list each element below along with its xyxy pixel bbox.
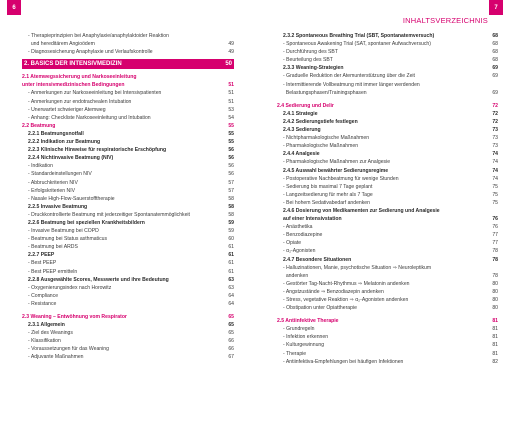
toc-entry-title: - Anmerkungen zur Narkoseeinleitung bei Intensivpatienten bbox=[28, 89, 224, 97]
toc-page-number: 72 bbox=[492, 118, 498, 125]
toc-item[interactable] bbox=[277, 350, 498, 358]
toc-subsection[interactable] bbox=[22, 219, 234, 227]
toc-item[interactable] bbox=[277, 72, 498, 80]
toc-item[interactable] bbox=[22, 227, 234, 235]
toc-page-number: 80 bbox=[492, 288, 498, 295]
toc-page-number: 49 bbox=[228, 49, 234, 56]
toc-item[interactable] bbox=[22, 162, 234, 170]
toc-entry-title: - Beatmung bei ARDS bbox=[28, 243, 224, 251]
toc-entry-title: - Best PEEP ermitteln bbox=[28, 268, 224, 276]
toc-item[interactable] bbox=[22, 300, 234, 308]
toc-subsection[interactable] bbox=[22, 276, 234, 284]
toc-page-number: 65 bbox=[228, 330, 234, 337]
toc-item-continued[interactable] bbox=[22, 40, 234, 48]
toc-item[interactable] bbox=[277, 56, 498, 64]
toc-entry-title: 2.4.6 Dosierung von Medikamenten zur Sedierung und Analgesie bbox=[283, 207, 440, 214]
toc-page-number: 74 bbox=[492, 159, 498, 166]
toc-subsection[interactable] bbox=[277, 126, 498, 134]
toc-subsection[interactable] bbox=[22, 130, 234, 138]
toc-item[interactable] bbox=[277, 48, 498, 56]
toc-page-number: 51 bbox=[228, 90, 234, 97]
toc-page-number: 75 bbox=[492, 183, 498, 190]
toc-page-number: 55 bbox=[228, 130, 234, 137]
toc-item[interactable] bbox=[22, 259, 234, 267]
toc-page-number: 53 bbox=[228, 106, 234, 113]
toc-item[interactable] bbox=[277, 191, 498, 199]
toc-entry-title: - Infektion erkennen bbox=[283, 333, 488, 341]
toc-item[interactable] bbox=[22, 211, 234, 219]
toc-entry-title: - Anmerkungen zur endotrachealen Intubation bbox=[28, 98, 224, 106]
toc-item[interactable] bbox=[277, 134, 498, 142]
toc-page-number: 73 bbox=[492, 143, 498, 150]
toc-item[interactable] bbox=[277, 304, 498, 312]
toc-entry-title: 2.4.2 Sedierungstiefe festlegen bbox=[283, 118, 358, 125]
toc-entry-title: 2.2 Beatmung bbox=[22, 122, 56, 129]
toc-section-heading[interactable] bbox=[277, 102, 498, 110]
toc-page-number: 78 bbox=[492, 248, 498, 255]
toc-page-number: 80 bbox=[492, 297, 498, 303]
toc-page-number: 64 bbox=[228, 300, 234, 307]
toc-page-number: 59 bbox=[228, 219, 234, 226]
toc-page-number: 73 bbox=[492, 135, 498, 142]
toc-item[interactable] bbox=[277, 239, 498, 247]
toc-page-number: 68 bbox=[492, 57, 498, 64]
toc-item[interactable] bbox=[22, 284, 234, 292]
toc-entry-title: - Nichtpharmakologische Maßnahmen bbox=[283, 134, 488, 142]
toc-entry-title: - Erfolgskriterien NIV bbox=[28, 187, 224, 195]
toc-item[interactable] bbox=[22, 179, 234, 187]
toc-page-number: 82 bbox=[492, 358, 498, 365]
toc-item[interactable] bbox=[22, 337, 234, 345]
toc-entry-title: 2.2.2 Indikation zur Beatmung bbox=[28, 139, 101, 146]
toc-entry-title: 2. BASICS DER INTENSIVMEDIZIN bbox=[24, 61, 122, 68]
toc-entry-title: - Halluzinationen, Manie, psychotische Situation ⇒ Neuroleptikum bbox=[283, 264, 494, 272]
toc-entry-title: - Pharmakologische Maßnahmen bbox=[283, 142, 488, 150]
toc-page-number: 80 bbox=[492, 305, 498, 312]
toc-page-number: 76 bbox=[492, 216, 498, 223]
toc-page-number: 81 bbox=[492, 334, 498, 341]
toc-entry-title: - Sedierung bis maximal 7 Tage geplant bbox=[283, 183, 488, 191]
toc-page-number: 56 bbox=[228, 171, 234, 178]
toc-entry-title: unter intensivmedizinischen Bedingungen bbox=[22, 82, 125, 89]
toc-item[interactable] bbox=[277, 288, 498, 296]
toc-page-number: 74 bbox=[492, 167, 498, 174]
toc-page-number: 76 bbox=[492, 224, 498, 231]
toc-item[interactable] bbox=[277, 341, 498, 349]
toc-entry-title: - Gestörter Tag-Nacht-Rhythmus ⇒ Melatonin andenken bbox=[283, 280, 488, 288]
toc-entry-title: - Obstipation unter Opiattherapie bbox=[283, 304, 488, 312]
toc-entry-title: - Bei hohem Sedativabedarf andenken bbox=[283, 199, 488, 207]
toc-entry-title: und hereditärem Angioödem bbox=[30, 41, 95, 48]
toc-page-number bbox=[494, 207, 498, 215]
toc-page-number: 58 bbox=[228, 203, 234, 210]
toc-page-number: 54 bbox=[228, 114, 234, 121]
toc-item[interactable] bbox=[22, 106, 234, 114]
toc-subsection[interactable] bbox=[277, 256, 498, 264]
toc-page-number: 72 bbox=[492, 110, 498, 117]
toc-entry-title: - Kulturgewinnung bbox=[283, 341, 488, 349]
toc-entry-title: - Klassifikation bbox=[28, 337, 224, 345]
toc-page-number: 55 bbox=[228, 139, 234, 146]
toc-item[interactable] bbox=[277, 81, 498, 89]
toc-page-number: 66 bbox=[228, 338, 234, 345]
toc-page-number: 75 bbox=[492, 191, 498, 198]
toc-entry-title: 2.2.5 Invasive Beatmung bbox=[28, 203, 88, 210]
toc-item[interactable] bbox=[277, 247, 498, 255]
toc-item[interactable] bbox=[277, 296, 498, 304]
toc-page-number bbox=[230, 73, 234, 81]
toc-subsection[interactable] bbox=[277, 118, 498, 126]
toc-item[interactable] bbox=[22, 98, 234, 106]
toc-entry-title: - Durchführung des SBT bbox=[283, 48, 488, 56]
toc-item[interactable] bbox=[22, 32, 234, 40]
toc-item[interactable] bbox=[22, 114, 234, 122]
toc-page-number: 50 bbox=[225, 61, 232, 68]
toc-page-number: 81 bbox=[492, 350, 498, 357]
toc-entry-title: 2.3.2 Spontaneous Breathing Trial (SBT, Spontanatemversuch) bbox=[283, 33, 435, 39]
toc-page-number: 67 bbox=[228, 354, 234, 361]
toc-page-number: 72 bbox=[492, 102, 498, 109]
toc-entry-title: - Oxygenierungsindex nach Horowitz bbox=[28, 284, 224, 292]
page-number: 6 bbox=[7, 0, 21, 15]
toc-page-number: 81 bbox=[492, 318, 498, 325]
toc-subsection[interactable] bbox=[22, 146, 234, 154]
toc-item[interactable] bbox=[277, 40, 498, 48]
toc-page-number bbox=[494, 81, 498, 89]
toc-entry-title: - Pharmakologische Maßnahmen zur Analgesie bbox=[283, 158, 488, 166]
toc-page-number bbox=[494, 264, 498, 272]
toc-subsection[interactable] bbox=[277, 167, 498, 175]
toc-entry-title: - Beatmung bei Status asthmaticus bbox=[28, 235, 224, 243]
toc-subsection[interactable] bbox=[22, 321, 234, 329]
toc-entry-title: 2.2.4 Nichtinvasive Beatmung (NIV) bbox=[28, 155, 114, 162]
toc-entry-title: - Therapieprinzipien bei Anaphylaxie/anaphylaktoider Reaktion bbox=[28, 32, 230, 40]
toc-item[interactable] bbox=[277, 333, 498, 341]
toc-page-number: 55 bbox=[228, 122, 234, 129]
toc-entry-title: - Unerwartet schwieriger Atemweg bbox=[28, 106, 224, 114]
running-head: INHALTSVERZEICHNIS bbox=[402, 16, 488, 25]
toc-page-number: 81 bbox=[492, 342, 498, 349]
toc-page-number: 69 bbox=[492, 73, 498, 80]
toc-page-number: 49 bbox=[228, 41, 234, 48]
toc-entry-title: 2.2.1 Beatmungsnotfall bbox=[28, 130, 84, 137]
toc-page-number: 61 bbox=[228, 252, 234, 259]
toc-entry-title: 2.3.3 Weaning-Strategien bbox=[283, 65, 344, 72]
toc-page-number: 61 bbox=[228, 260, 234, 267]
toc-item-continued[interactable] bbox=[277, 89, 498, 97]
toc-entry-title: 2.3.1 Allgemein bbox=[28, 322, 65, 329]
toc-entry-title: 2.4.1 Strategie bbox=[283, 110, 318, 117]
toc-subsection[interactable] bbox=[277, 150, 498, 158]
toc-entry-title: - Compliance bbox=[28, 292, 224, 300]
toc-entry-title: - Intermittierende Vollbeatmung mit immer länger werdenden bbox=[283, 81, 494, 89]
toc-page-number: 74 bbox=[492, 175, 498, 182]
toc-page-number: 68 bbox=[492, 33, 498, 39]
toc-page-number: 58 bbox=[228, 211, 234, 218]
toc-entry-title: - Ziel des Weanings bbox=[28, 329, 224, 337]
toc-item[interactable] bbox=[277, 223, 498, 231]
toc-page-number: 58 bbox=[228, 195, 234, 202]
toc-section-heading-continued[interactable] bbox=[22, 81, 234, 89]
toc-entry-title: - Adjuvante Maßnahmen bbox=[28, 353, 224, 361]
toc-item[interactable] bbox=[22, 89, 234, 97]
right-page bbox=[255, 0, 510, 437]
toc-item[interactable] bbox=[22, 329, 234, 337]
toc-entry-title: 2.4.7 Besondere Situationen bbox=[283, 256, 352, 263]
toc-entry-title: - Benzodiazepine bbox=[283, 231, 488, 239]
toc-page-number: 56 bbox=[228, 155, 234, 162]
toc-entry-title: 2.5 Antiinfektive Therapie bbox=[277, 318, 339, 325]
toc-entry-title: - Anästhetika bbox=[283, 223, 488, 231]
toc-subsection[interactable] bbox=[277, 32, 498, 40]
toc-item[interactable] bbox=[277, 158, 498, 166]
toc-entry-title: - Spontaneous Awakening Trial (SAT, spontaner Aufwachversuch) bbox=[283, 40, 488, 48]
toc-page-number: 65 bbox=[228, 314, 234, 320]
toc-page-number: 68 bbox=[492, 49, 498, 56]
toc-subsection[interactable] bbox=[22, 251, 234, 259]
toc-page-number: 56 bbox=[228, 147, 234, 154]
toc-entry-title: 2.2.8 Ausgewählte Scores, Messwerte und ihre Bedeutung bbox=[28, 276, 169, 283]
toc-page-number: 57 bbox=[228, 179, 234, 186]
toc-section-heading[interactable] bbox=[277, 317, 498, 325]
toc-page-number bbox=[230, 32, 234, 40]
toc-entry-title: - Opiate bbox=[283, 239, 488, 247]
toc-entry-title: - Therapie bbox=[283, 350, 488, 358]
toc-page-number: 61 bbox=[228, 244, 234, 251]
toc-entry-title: - Standardeinstellungen NIV bbox=[28, 170, 224, 178]
toc-page-number: 78 bbox=[492, 256, 498, 263]
toc-entry-title: 2.4.3 Sedierung bbox=[283, 127, 321, 134]
toc-item[interactable] bbox=[22, 170, 234, 178]
toc-page-number: 81 bbox=[492, 326, 498, 333]
toc-page-number: 63 bbox=[228, 276, 234, 283]
toc-item[interactable] bbox=[22, 292, 234, 300]
toc-item[interactable] bbox=[277, 183, 498, 191]
toc-entry-title: auf einer Intensivstation bbox=[283, 216, 342, 223]
toc-entry-title: - Diagnosesicherung Anaphylaxie und Verlaufskontrolle bbox=[28, 48, 224, 56]
toc-page-number: 75 bbox=[492, 199, 498, 206]
toc-page-number: 57 bbox=[228, 187, 234, 194]
toc-entry-title: - Langzeitsedierung für mehr als 7 Tage bbox=[283, 191, 488, 199]
toc-subsection[interactable] bbox=[277, 207, 498, 215]
toc-item[interactable] bbox=[277, 142, 498, 150]
toc-entry-title: - Nasale High-Flow-Sauerstofftherapie bbox=[28, 195, 224, 203]
table-of-contents bbox=[277, 32, 498, 366]
toc-page-number: 59 bbox=[228, 228, 234, 235]
toc-page-number: 73 bbox=[492, 127, 498, 134]
toc-page-number: 61 bbox=[228, 268, 234, 275]
toc-entry-title: andenken bbox=[285, 272, 309, 279]
toc-item[interactable] bbox=[277, 358, 498, 366]
toc-entry-title: - α₂-Agonisten bbox=[283, 247, 488, 255]
toc-page-number: 74 bbox=[492, 151, 498, 158]
toc-subsection[interactable] bbox=[277, 110, 498, 118]
toc-entry-title: - Abbruchkriterien NIV bbox=[28, 179, 224, 187]
toc-entry-title: - Grundregeln bbox=[283, 325, 488, 333]
toc-page-number: 51 bbox=[228, 82, 234, 89]
toc-entry-title: - Graduelle Reduktion der Atemunterstützung über die Zeit bbox=[283, 72, 488, 80]
toc-entry-title: - Voraussetzungen für das Weaning bbox=[28, 345, 224, 353]
toc-entry-title: 2.2.6 Beatmung bei speziellen Krankheitsbildern bbox=[28, 219, 145, 226]
toc-page-number: 77 bbox=[492, 240, 498, 247]
toc-subsection[interactable] bbox=[22, 154, 234, 162]
toc-page-number: 78 bbox=[492, 272, 498, 279]
toc-item[interactable] bbox=[277, 325, 498, 333]
toc-entry-title: - Stress, vegetative Reaktion ⇒ α₂-Agonisten andenken bbox=[283, 296, 488, 304]
table-of-contents bbox=[22, 32, 234, 362]
toc-item-continued[interactable] bbox=[277, 272, 498, 280]
toc-item[interactable] bbox=[277, 199, 498, 207]
toc-entry-title: Belastungsphasen/Trainingsphasen bbox=[285, 89, 367, 96]
toc-entry-title: 2.3 Weaning – Entwöhnung vom Respirator bbox=[22, 314, 127, 320]
toc-entry-title: - Antiinfektiva-Empfehlungen bei häufigen Infektionen bbox=[283, 358, 488, 366]
toc-entry-title: - Anhang: Checkliste Narkoseeinleitung und Intubation bbox=[28, 114, 224, 122]
toc-item[interactable] bbox=[22, 235, 234, 243]
toc-subsection-continued[interactable] bbox=[277, 215, 498, 223]
toc-item[interactable] bbox=[22, 268, 234, 276]
toc-entry-title: - Druckkontrollierte Beatmung mit jederzeitiger Spontanatemmöglichkeit bbox=[28, 211, 224, 219]
toc-item[interactable] bbox=[277, 175, 498, 183]
toc-item[interactable] bbox=[277, 280, 498, 288]
toc-item[interactable] bbox=[22, 345, 234, 353]
toc-item[interactable] bbox=[22, 48, 234, 56]
toc-item[interactable] bbox=[22, 195, 234, 203]
toc-item[interactable] bbox=[277, 231, 498, 239]
toc-entry-title: 2.4.5 Auswahl bewährter Sedierungsregime bbox=[283, 167, 389, 174]
toc-subsection[interactable] bbox=[22, 203, 234, 211]
toc-entry-title: - Postoperative Nachbeatmung für wenige Stunden bbox=[283, 175, 488, 183]
toc-page-number: 80 bbox=[492, 280, 498, 287]
toc-subsection[interactable] bbox=[277, 64, 498, 72]
toc-page-number: 51 bbox=[228, 98, 234, 105]
toc-item[interactable] bbox=[22, 187, 234, 195]
toc-item[interactable] bbox=[22, 243, 234, 251]
toc-section-heading[interactable] bbox=[22, 313, 234, 321]
toc-section-heading[interactable] bbox=[22, 122, 234, 130]
toc-entry-title: 2.2.3 Klinische Hinweise für respiratorische Erschöpfung bbox=[28, 147, 167, 154]
toc-page-number: 69 bbox=[492, 65, 498, 72]
toc-entry-title: - Resistance bbox=[28, 300, 224, 308]
toc-page-number: 68 bbox=[492, 41, 498, 48]
toc-page-number: 77 bbox=[492, 232, 498, 239]
toc-entry-title: 2.1 Atemwegssicherung und Narkoseeinleitung bbox=[22, 74, 137, 81]
toc-entry-title: - Invasive Beatmung bei COPD bbox=[28, 227, 224, 235]
toc-entry-title: - Beurteilung des SBT bbox=[283, 56, 488, 64]
toc-chapter-heading[interactable] bbox=[22, 59, 234, 69]
toc-subsection[interactable] bbox=[22, 138, 234, 146]
toc-page-number: 60 bbox=[228, 236, 234, 243]
toc-entry-title: 2.4.4 Analgesie bbox=[283, 151, 320, 158]
toc-entry-title: - Best PEEP bbox=[28, 259, 224, 267]
toc-page-number: 66 bbox=[228, 346, 234, 353]
toc-entry-title: - Indikation bbox=[28, 162, 224, 170]
toc-page-number: 69 bbox=[492, 89, 498, 96]
toc-entry-title: 2.4 Sedierung und Delir bbox=[277, 102, 334, 109]
toc-item[interactable] bbox=[22, 353, 234, 361]
toc-item[interactable] bbox=[277, 264, 498, 272]
toc-page-number: 63 bbox=[228, 284, 234, 291]
toc-section-heading[interactable] bbox=[22, 73, 234, 81]
toc-entry-title: - Angstzustände ⇒ Benzodiazepin andenken bbox=[283, 288, 488, 296]
toc-page-number: 56 bbox=[228, 163, 234, 170]
toc-page-number: 64 bbox=[228, 292, 234, 299]
page-number: 7 bbox=[489, 0, 503, 15]
toc-page-number: 65 bbox=[228, 322, 234, 329]
toc-entry-title: 2.2.7 PEEP bbox=[28, 252, 55, 259]
